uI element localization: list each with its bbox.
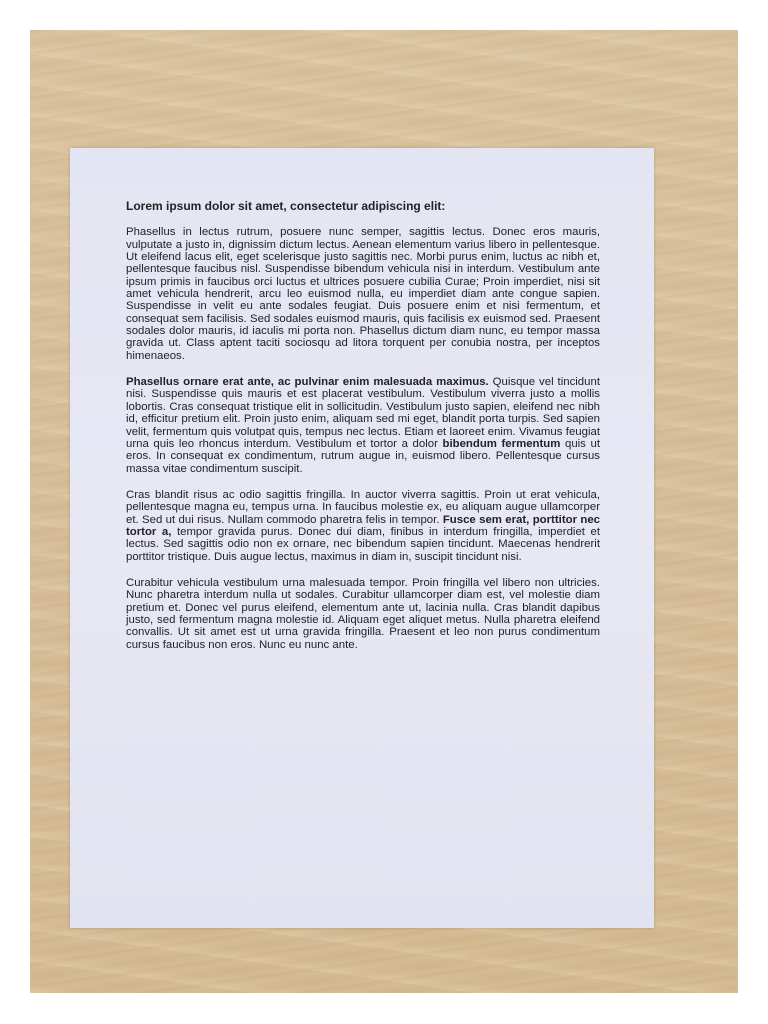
paragraph-4: Curabitur vehicula vestibulum urna malesuada tempor. Proin fringilla vel libero non ultricies. Nunc pharetra interdum nulla ut sodales. Curabitur ullamcorper diam est, vel molestie diam pretium et. Donec vel purus eleifend, elementum ante ut, lacinia nulla. Cras blandit dapibus justo, sed fermentum magna molestie id. Aliquam eget aliquet metus. Nulla pharetra eleifend convallis. Ut sit amet est ut urna gravida fringilla. Praesent et leo non purus condimentum cursus faucibus non eros. Nunc eu nunc ante. [126, 576, 600, 651]
paragraph-3-bold-mid: Fusce sem erat, porttitor nec tortor a, [126, 513, 600, 538]
paper-sheet [70, 148, 654, 928]
paragraph-3-text-b: tempor gravida purus. Donec dui diam, finibus in interdum fringilla, imperdiet et lectus. Sed sagittis odio non ex ornare, nec bibendum sapien tincidunt. Maecenas hendrerit porttitor tristique. Duis augue lectus, maximus in diam in, suscipit tincidunt nisi. [126, 525, 600, 563]
document-heading: Lorem ipsum dolor sit amet, consectetur adipiscing elit: [126, 199, 446, 213]
paragraph-2-text-a: Quisque vel tincidunt nisi. Suspendisse quis mauris et est placerat vestibulum. Vestibulum viverra justo a mollis lobortis. Cras consequat tristique elit in sollicitudin. Vestibulum justo sapien, eleifend nec nibh id, efficitur pretium elit. Proin justo enim, aliquam sed mi eget, blandit porta turpis. Sed sapien velit, fermentum quis volutpat quis, tempus nec lectus. Etiam et laoreet enim. Vivamus feugiat urna quis leo rhoncus interdum. Vestibulum et tortor a dolor [126, 376, 600, 450]
paragraph-3 [126, 489, 600, 563]
paragraph-2-bold-lead: Phasellus ornare erat ante, ac pulvinar enim malesuada maximus. [126, 376, 489, 389]
document-body [126, 200, 600, 651]
paragraph-1: Phasellus in lectus rutrum, posuere nunc semper, sagittis lectus. Donec eros mauris, vulputate a justo in, dignissim dictum lectus. Aenean elementum varius libero in pellentesque. Ut eleifend lacus elit, eget scelerisque justo sagittis nec. Morbi purus enim, luctus ac nibh et, pellentesque faucibus nisl. Suspendisse bibendum vehicula nisi in interdum. Vestibulum ante ipsum primis in faucibus orci luctus et ultrices posuere cubilia Curae; Proin imperdiet, nisi sit amet vehicula hendrerit, arcu leo euismod nulla, eu imperdiet diam ante congue sapien. Suspendisse in velit eu ante sodales feugiat. Duis posuere enim et nisi fermentum, et consequat sem facilisis. Sed sodales euismod mauris, quis facilisis ex euismod sed. Praesent sodales dolor mauris, id iaculis mi porta non. Phasellus dictum diam nunc, eu tempor massa gravida ut. Class aptent taciti sociosqu ad litora torquent per conubia nostra, per inceptos himenaeos. [126, 226, 600, 362]
paragraph-2-bold-mid: bibendum fermentum [442, 437, 561, 450]
paragraph-2 [126, 376, 600, 475]
paragraph-2-text-b: quis ut eros. In consequat ex condimentum, rutrum augue in, euismod libero. Pellentesque cursus massa vitae condimentum suscipit. [126, 437, 600, 475]
paragraph-3-text-a: Cras blandit risus ac odio sagittis fringilla. In auctor viverra sagittis. Proin ut erat vehicula, pellentesque magna eu, tempus urna. In faucibus molestie ex, eu aliquam augue ullamcorper et. Sed ut dui risus. Nullam commodo pharetra felis in tempor. [126, 488, 600, 526]
photo-background [30, 30, 738, 993]
